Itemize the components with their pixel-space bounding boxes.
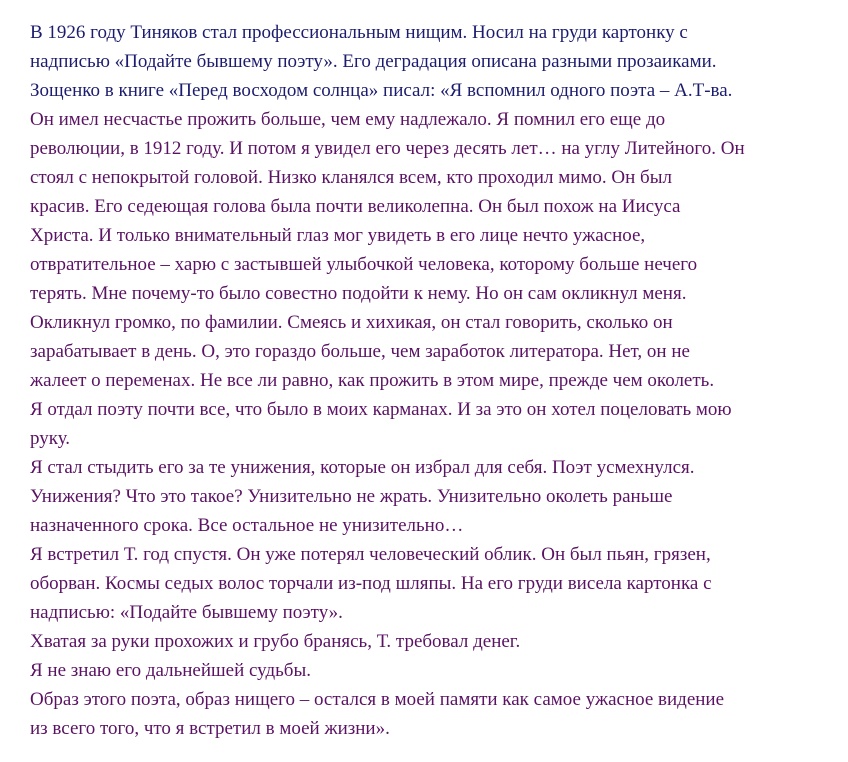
text-line: Зощенко в книге «Перед восходом солнца» писал: «Я вспомнил одного поэта – А.Т-ва. (30, 80, 733, 101)
quote-line: терять. Мне почему-то было совестно подойти к нему. Но он сам окликнул меня. (30, 283, 687, 304)
quote-line: революции, в 1912 году. И потом я увидел его через десять лет… на углу Литейного. Он (30, 138, 745, 159)
article-text (30, 18, 840, 743)
quote-line: Я стал стыдить его за те унижения, которые он избрал для себя. Поэт усмехнулся. (30, 457, 695, 478)
quote-line: стоял с непокрытой головой. Низко кланялся всем, кто проходил мимо. Он был (30, 167, 672, 188)
quote-line: отвратительное – харю с застывшей улыбочкой человека, которому больше нечего (30, 254, 698, 275)
quote-line: Он имел несчастье прожить больше, чем ему надлежало. Я помнил его еще до (30, 109, 666, 130)
quote-line: Я не знаю его дальнейшей судьбы. (30, 660, 311, 681)
text-line: В 1926 году Тиняков стал профессиональным нищим. Носил на груди картонку с (30, 22, 688, 43)
quote-line: Я встретил Т. год спустя. Он уже потерял человеческий облик. Он был пьян, грязен, (30, 544, 711, 565)
quote-line: Образ этого поэта, образ нищего – остался в моей памяти как самое ужасное видение (30, 689, 725, 710)
text-line: надписью «Подайте бывшему поэту». Его деградация описана разными прозаиками. (30, 51, 717, 72)
quote-line: Окликнул громко, по фамилии. Смеясь и хихикая, он стал говорить, сколько он (30, 312, 673, 333)
quote-line: Христа. И только внимательный глаз мог увидеть в его лице нечто ужасное, (30, 225, 646, 246)
quote-line: Я отдал поэту почти все, что было в моих карманах. И за это он хотел поцеловать мою (30, 399, 732, 420)
quote-line: красив. Его седеющая голова была почти великолепна. Он был похож на Иисуса (30, 196, 681, 217)
quote-line: оборван. Космы седых волос торчали из-под шляпы. На его груди висела картонка с (30, 573, 712, 594)
quote-line: жалеет о переменах. Не все ли равно, как прожить в этом мире, прежде чем околеть. (30, 370, 715, 391)
quote-line: руку. (30, 428, 71, 449)
quote-line: зарабатывает в день. О, это гораздо больше, чем заработок литератора. Нет, он не (30, 341, 690, 362)
quote-line: назначенного срока. Все остальное не унизительно… (30, 515, 464, 536)
quote-line: из всего того, что я встретил в моей жизни». (30, 718, 390, 739)
quote-line: Унижения? Что это такое? Унизительно не жрать. Унизительно околеть раньше (30, 486, 673, 507)
quote-line: надписью: «Подайте бывшему поэту». (30, 602, 343, 623)
quote-line: Хватая за руки прохожих и грубо бранясь, Т. требовал денег. (30, 631, 521, 652)
